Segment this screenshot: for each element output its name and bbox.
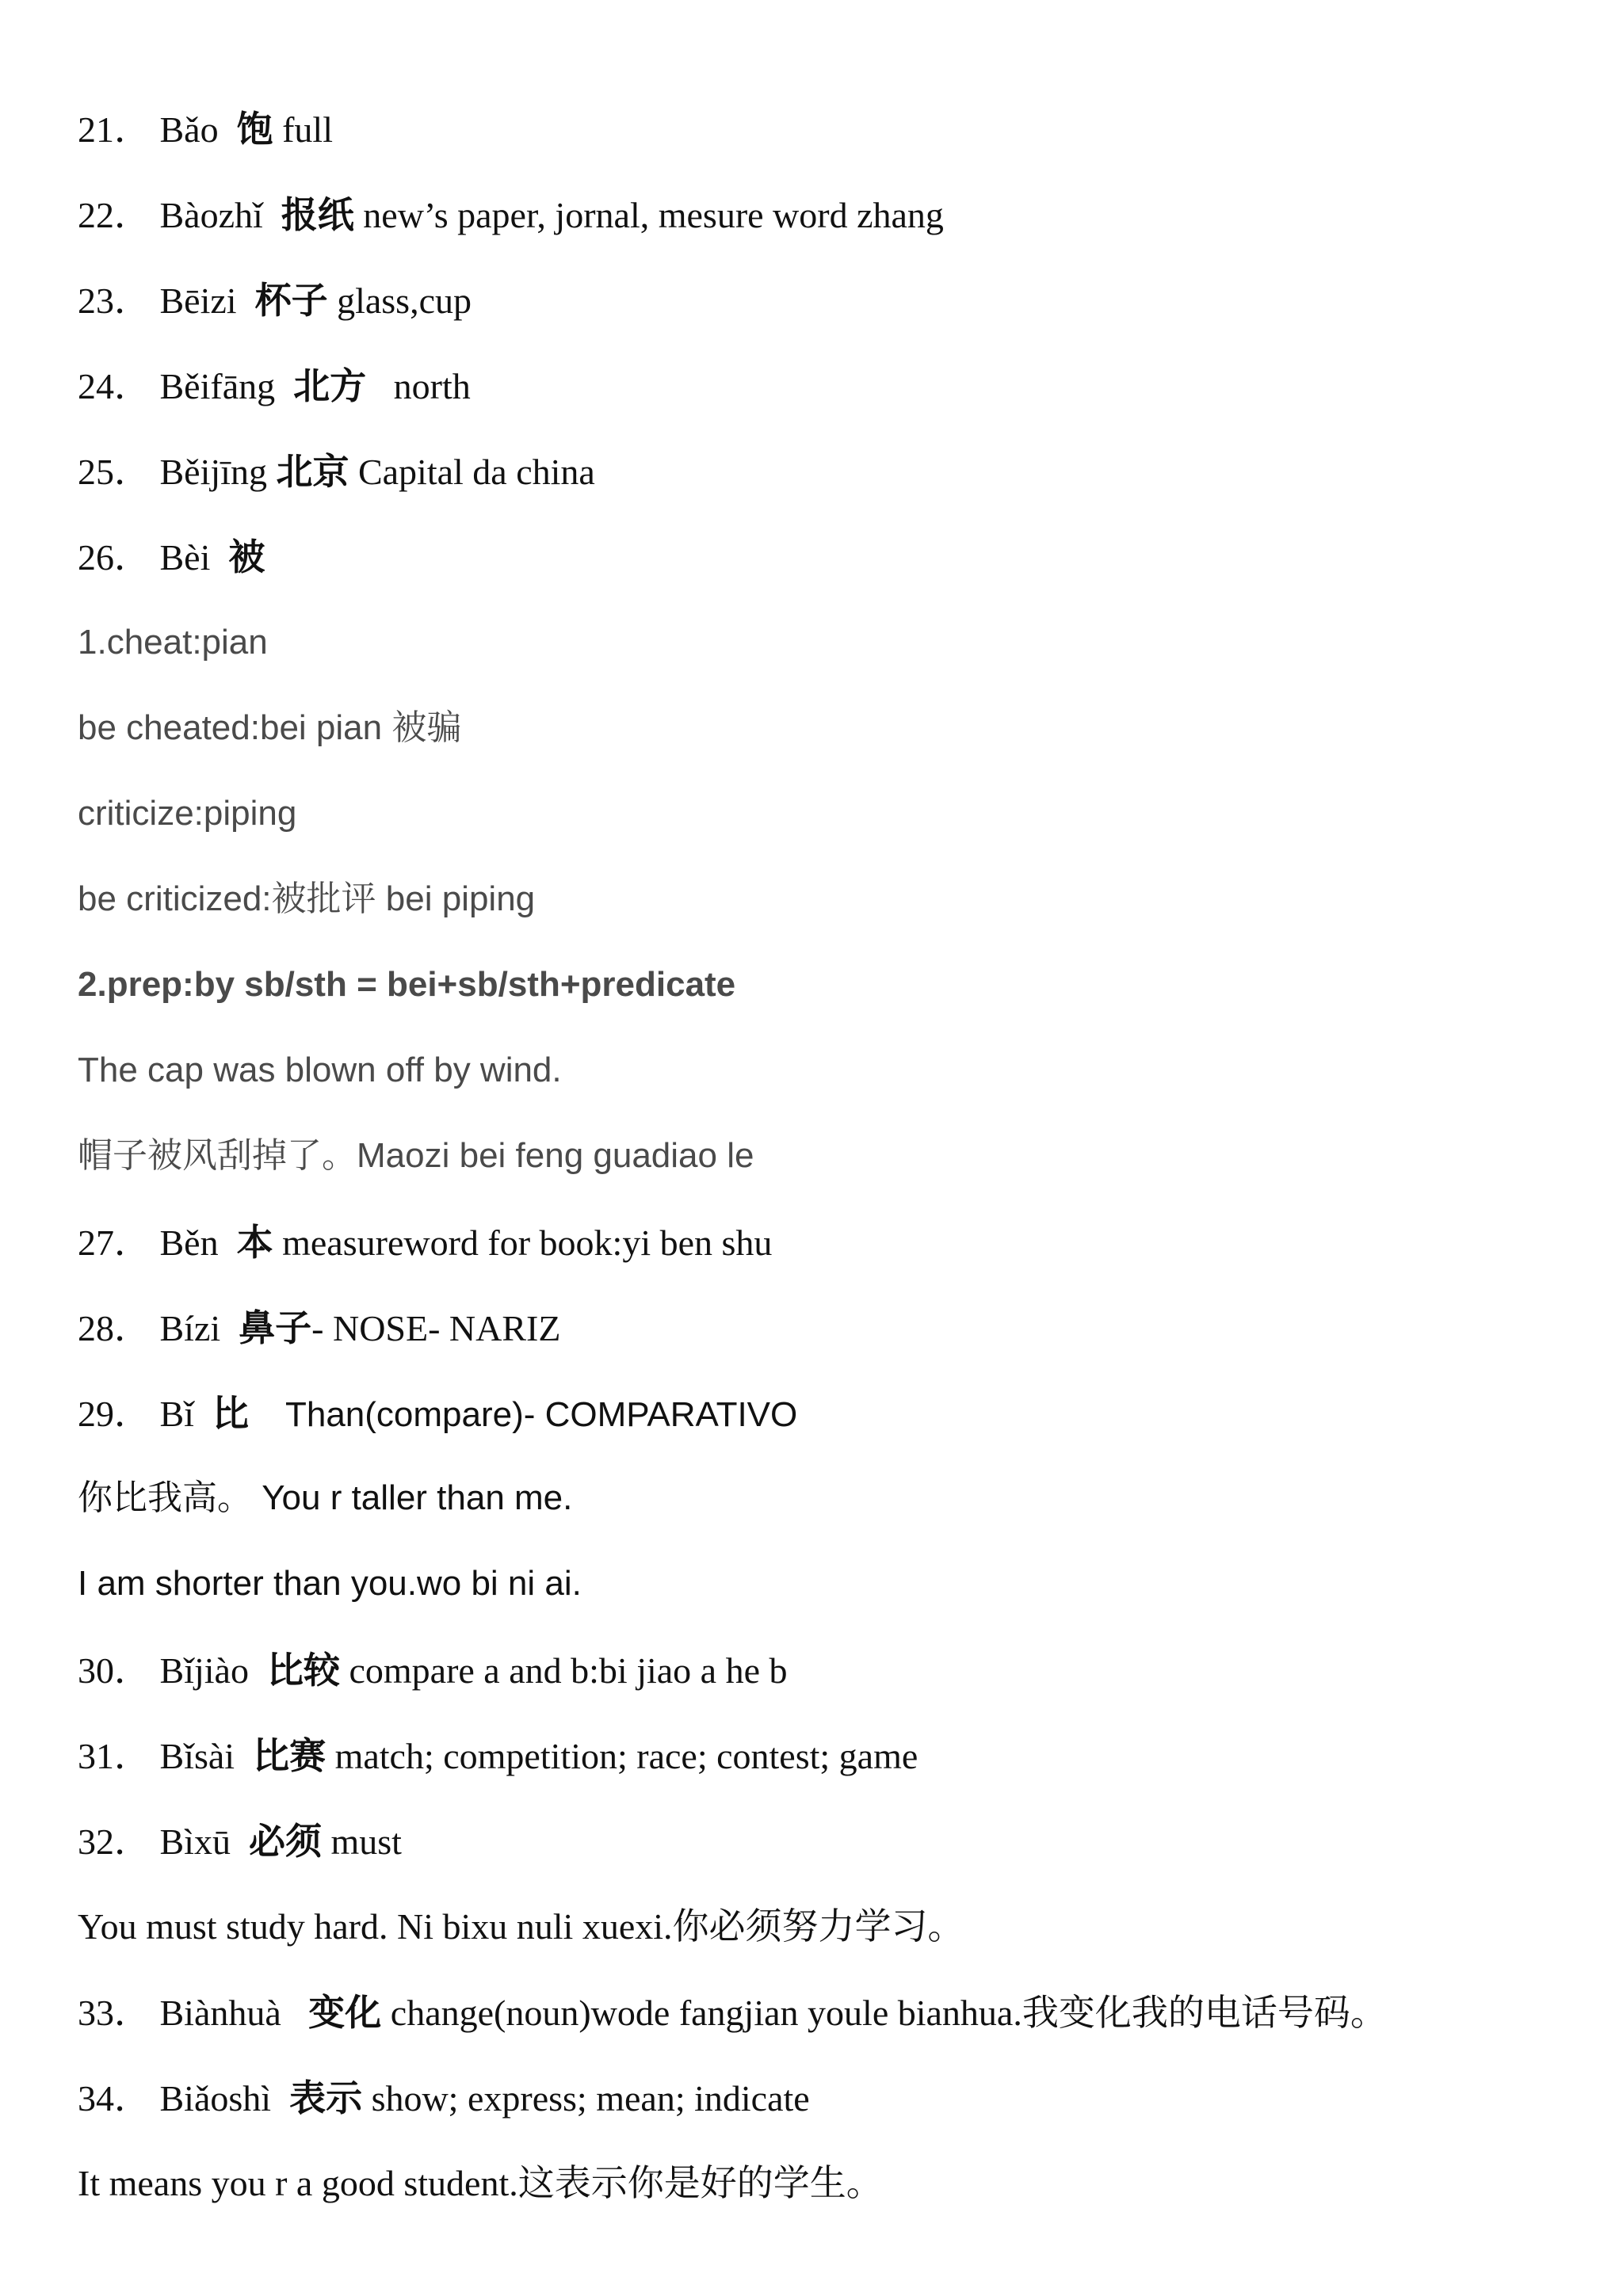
entry-number: 24．	[78, 366, 151, 406]
entry-hanzi: 北京	[276, 450, 349, 493]
entry-number: 28．	[78, 1308, 151, 1348]
note-text: You must study hard. Ni bixu nuli xuexi.你必须努力学习。	[78, 1906, 964, 1947]
entry-meaning: must	[330, 1821, 402, 1862]
entry-pinyin: Bìxū	[159, 1821, 231, 1862]
entry-hanzi: 北方	[293, 364, 367, 407]
entry-meaning: match; competition; race; contest; game	[334, 1736, 918, 1776]
entry-number: 22．	[78, 195, 151, 235]
entry-hanzi: 杯子	[254, 279, 328, 322]
entry-hanzi: 被	[228, 536, 265, 578]
entry-22	[78, 193, 944, 236]
entry-34	[78, 2077, 810, 2119]
entry-pinyin: Biǎoshì	[159, 2078, 272, 2119]
entry-meaning: full	[282, 109, 333, 150]
entry-pinyin: Bàozhǐ	[159, 195, 263, 235]
entry-hanzi: 比赛	[253, 1734, 327, 1777]
entry-pinyin: Bǐjiào	[159, 1650, 249, 1691]
entry-27	[78, 1221, 773, 1264]
entry-number: 21．	[78, 109, 151, 150]
entry-number: 30．	[78, 1650, 151, 1691]
entry-pinyin: Běn	[159, 1222, 219, 1263]
entry-meaning: glass,cup	[337, 280, 472, 321]
entry-29	[78, 1392, 798, 1435]
entry-pinyin: Bǎo	[159, 109, 219, 150]
entry-23	[78, 279, 472, 322]
entry-meaning: new’s paper, jornal, mesure word zhang	[363, 195, 944, 235]
entry-number: 26．	[78, 537, 151, 578]
entry-31	[78, 1734, 918, 1777]
entry-number: 31．	[78, 1736, 151, 1776]
entry-hanzi: 比较	[266, 1649, 340, 1691]
note-text: I am shorter than you.wo bi ni ai.	[78, 1564, 582, 1603]
entry-meaning: measureword for book:yi ben shu	[282, 1222, 773, 1263]
note-text: be cheated:bei pian 被骗	[78, 708, 462, 747]
entry-hanzi: 表示	[289, 2077, 363, 2119]
entry-24	[78, 364, 471, 407]
entry-number: 25．	[78, 452, 151, 492]
entry-number: 27．	[78, 1222, 151, 1263]
entry-hanzi: 饱	[236, 108, 273, 151]
entry-meaning: compare a and b:bi jiao a he b	[349, 1650, 788, 1691]
entry-meaning: change(noun)wode fangjian youle bianhua.我变化我的电话号码。	[390, 1993, 1387, 2033]
entry-meaning: - NOSE- NARIZ	[311, 1308, 561, 1348]
entry-21	[78, 108, 333, 151]
entry-pinyin: Bǐ	[159, 1394, 194, 1434]
entry-pinyin: Bèi	[159, 537, 211, 578]
note-text: be criticized:被批评 bei piping	[78, 879, 536, 918]
entry-pinyin: Běijīng	[159, 452, 267, 492]
entry-hanzi: 必须	[248, 1820, 322, 1863]
entry-number: 29．	[78, 1394, 151, 1434]
note-heading: 2.prep:by sb/sth = bei+sb/sth+predicate	[78, 965, 736, 1004]
entry-number: 34．	[78, 2078, 151, 2119]
entry-pinyin: Biànhuà	[159, 1993, 281, 2033]
entry-hanzi: 比	[212, 1392, 249, 1435]
note-text: criticize:piping	[78, 794, 297, 833]
entry-25	[78, 450, 595, 493]
note-text: 1.cheat:pian	[78, 623, 268, 662]
entry-30	[78, 1649, 788, 1691]
note-text: The cap was blown off by wind.	[78, 1051, 562, 1089]
entry-meaning: Than(compare)- COMPARATIVO	[285, 1395, 798, 1434]
entry-pinyin: Bǐsài	[159, 1736, 235, 1776]
note-text: It means you r a good student.这表示你是好的学生。	[78, 2163, 883, 2203]
entry-32	[78, 1820, 402, 1863]
entry-hanzi: 鼻子	[239, 1306, 312, 1349]
entry-pinyin: Bízi	[159, 1308, 221, 1348]
entry-meaning: show; express; mean; indicate	[371, 2078, 810, 2119]
entry-pinyin: Bēizi	[159, 280, 237, 321]
entry-meaning: Capital da china	[357, 452, 595, 492]
entry-hanzi: 本	[236, 1221, 273, 1264]
entry-meaning: north	[393, 366, 471, 406]
entry-number: 23．	[78, 280, 151, 321]
note-text: 帽子被风刮掉了。Maozi bei feng guadiao le	[78, 1136, 754, 1175]
entry-28	[78, 1306, 561, 1349]
entry-hanzi: 变化	[308, 1991, 382, 2034]
entry-hanzi: 报纸	[281, 193, 354, 236]
entry-number: 32．	[78, 1821, 151, 1862]
entry-pinyin: Běifāng	[159, 366, 276, 406]
entry-26	[78, 536, 265, 578]
entry-33	[78, 1991, 1387, 2034]
entry-number: 33．	[78, 1993, 151, 2033]
note-text: 你比我高。 You r taller than me.	[78, 1478, 573, 1517]
